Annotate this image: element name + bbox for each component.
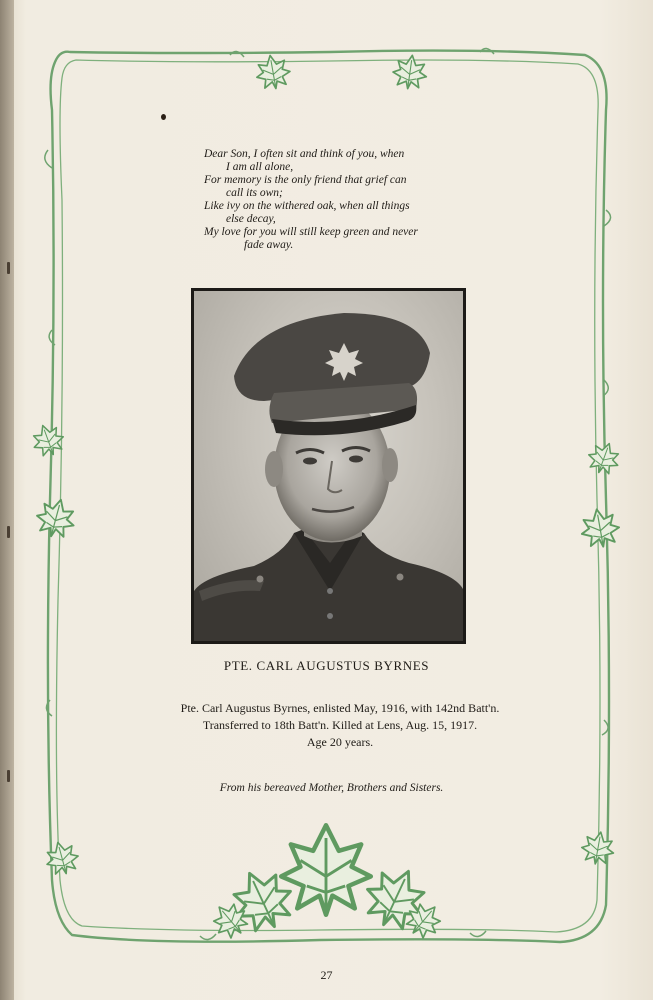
- page-number: 27: [320, 968, 333, 982]
- poem-line: I am all alone,: [226, 161, 294, 173]
- poem-line: My love for you will still keep green and never: [204, 226, 418, 238]
- dedication: From his bereaved Mother, Brothers and Sisters.: [219, 782, 444, 794]
- bio-line: Transferred to 18th Batt'n. Killed at Lens, Aug. 15, 1917.: [202, 718, 478, 732]
- poem-line: fade away.: [244, 239, 294, 251]
- maple-leaf-icon: [206, 825, 447, 943]
- poem-line: For memory is the only friend that grief can: [204, 174, 407, 186]
- poem-line: Dear Son, I often sit and think of you, when: [204, 148, 405, 160]
- poem-line: call its own;: [226, 187, 283, 199]
- portrait-frame: [191, 288, 466, 644]
- poem: [204, 148, 494, 252]
- portrait-caption: PTE. CARL AUGUSTUS BYRNES: [223, 658, 430, 673]
- portrait-photo: [194, 291, 463, 641]
- soldier-portrait: [194, 291, 463, 641]
- poem-line: else decay,: [226, 213, 276, 225]
- poem-line: Like ivy on the withered oak, when all things: [204, 200, 410, 212]
- bio-line: Pte. Carl Augustus Byrnes, enlisted May, 1916, with 142nd Batt'n.: [180, 701, 500, 715]
- biography: [130, 700, 550, 751]
- bio-line: Age 20 years.: [306, 735, 374, 749]
